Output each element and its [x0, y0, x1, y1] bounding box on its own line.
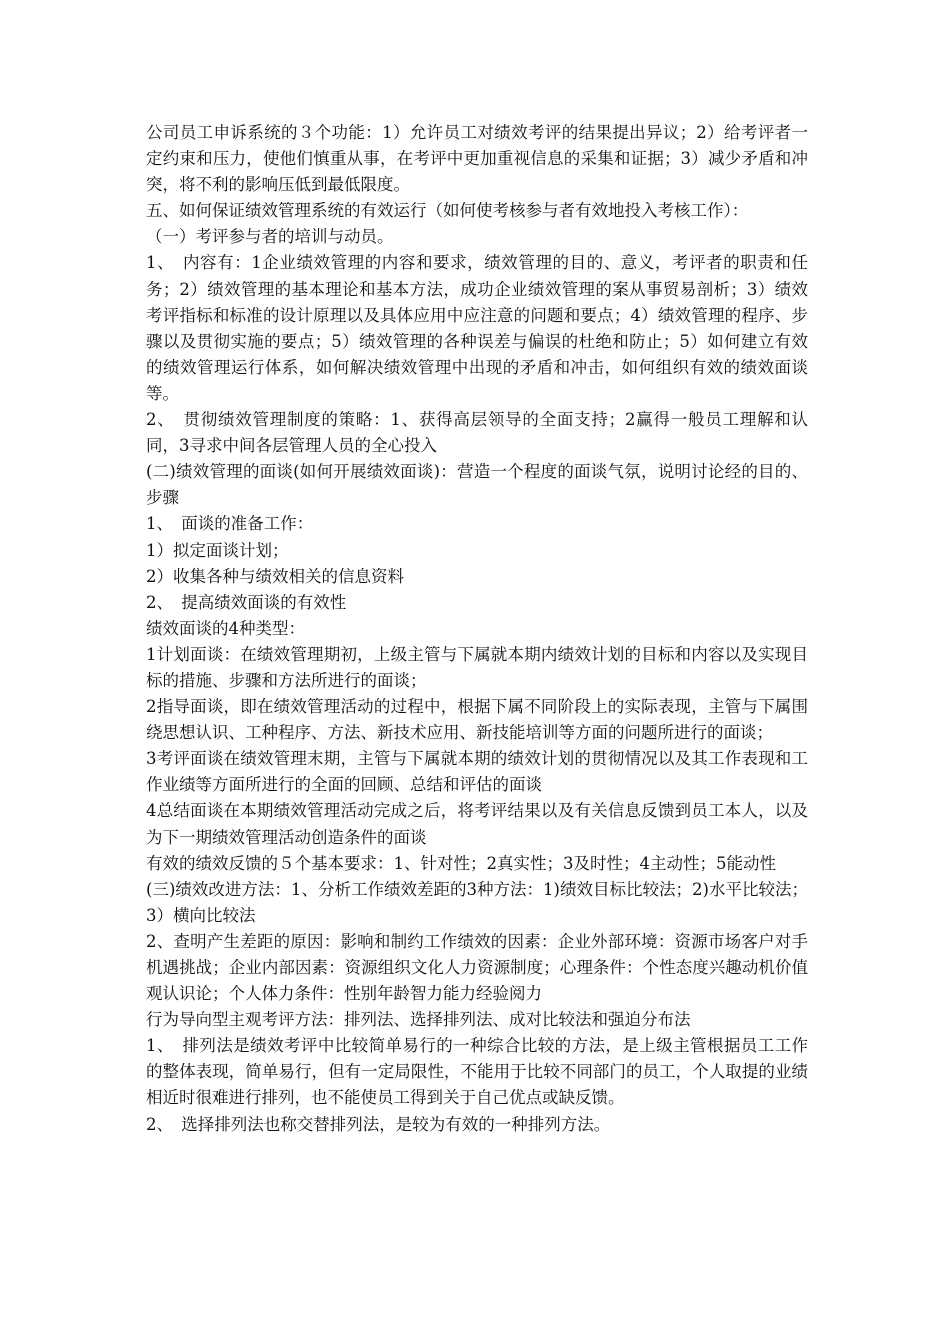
- list-item-collect-information: 2）收集各种与绩效相关的信息资料: [146, 566, 404, 586]
- paragraph-guidance-interview: 2指导面谈，即在绩效管理活动的过程中，根据下属不同阶段上的实际表现，主管与下属围绕思想认识、工种程序、方法、新技术应用、新技能培训等方面的问题所进行的面谈；: [146, 697, 808, 743]
- paragraph-plan-interview: 1计划面谈：在绩效管理期初，上级主管与下属就本期内绩效计划的目标和内容以及实现目标的措施、步骤和方法所进行的面谈；: [146, 644, 808, 690]
- paragraph-summary-interview: 4总结面谈在本期绩效管理活动完成之后，将考评结果以及有关信息反馈到员工本人，以及为下一期绩效管理活动创造条件的面谈: [146, 801, 808, 847]
- list-item-interview-effectiveness: 2、 提高绩效面谈的有效性: [146, 592, 347, 612]
- paragraph-training-content: 1、 内容有：1企业绩效管理的内容和要求，绩效管理的目的、意义，考评者的职责和任务；2）绩效管理的基本理论和基本方法，成功企业绩效管理的案从事贸易剖析；3）绩效考评指标和标准的设计原理以及具体应用中应注意的问题和要点；4）绩效管理的程序、步骤以及贯彻实施的要点；5）绩效管理的各种误差与偏误的杜绝和防止；5）如何建立有效的绩效管理运行体系，如何解决绩效管理中出现的矛盾和冲击，如何组织有效的绩效面谈等。: [146, 253, 808, 403]
- paragraph-gap-causes: 2、查明产生差距的原因：影响和制约工作绩效的因素：企业外部环境：资源市场客户对手机遇挑战；企业内部因素：资源组织文化人力资源制度；心理条件：个性态度兴趣动机价值观认识论；个人体力条件：性别年龄智力能力经验阅力: [146, 931, 808, 1004]
- paragraph-behavior-methods: 行为导向型主观考评方法：排列法、选择排列法、成对比较法和强迫分布法: [146, 1010, 691, 1030]
- paragraph-evaluation-interview: 3考评面谈在绩效管理末期，主管与下属就本期的绩效计划的贯彻情况以及其工作表现和工作业绩等方面所进行的全面的回顾、总结和评估的面谈: [146, 749, 808, 795]
- heading-subsection-training: （一）考评参与者的培训与动员。: [146, 227, 394, 247]
- paragraph-feedback-requirements: 有效的绩效反馈的５个基本要求：1、针对性；2真实性；3及时性；4主动性；5能动性: [146, 853, 776, 873]
- paragraph-alternation-ranking: 2、 选择排列法也称交替排列法，是较为有效的一种排列方法。: [146, 1114, 611, 1134]
- heading-interview-types: 绩效面谈的4种类型：: [146, 618, 305, 638]
- paragraph-ranking-method: 1、 排列法是绩效考评中比较简单易行的一种综合比较的方法，是上级主管根据员工工作的整体表现，简单易行，但有一定局限性，不能用于比较不同部门的员工，个人取提的业绩相近时很难进行排列，也不能使员工得到关于自己优点或缺反馈。: [146, 1036, 808, 1108]
- paragraph-implementation-strategy: 2、 贯彻绩效管理制度的策略：1、获得高层领导的全面支持；2赢得一般员工理解和认同，3寻求中间各层管理人员的全心投入: [146, 410, 808, 456]
- heading-subsection-interview: (二)绩效管理的面谈(如何开展绩效面谈)：营造一个程度的面谈气氛，说明讨论经的目的、步骤: [146, 462, 808, 508]
- list-item-interview-plan: 1）拟定面谈计划；: [146, 540, 289, 560]
- list-item-interview-preparation: 1、 面谈的准备工作：: [146, 514, 314, 534]
- heading-subsection-improvement: (三)绩效改进方法：1、分析工作绩效差距的3种方法：1)绩效目标比较法；2)水平比较法；3）横向比较法: [146, 879, 808, 925]
- document-body: [146, 120, 808, 1138]
- heading-section-five: 五、如何保证绩效管理系统的有效运行（如何使考核参与者有效地投入考核工作）：: [146, 201, 749, 221]
- paragraph-appeal-system-functions: 公司员工申诉系统的３个功能：1）允许员工对绩效考评的结果提出异议；2）给考评者一定约束和压力，使他们慎重从事，在考评中更加重视信息的采集和证据；3）减少矛盾和冲突，将不利的影响压低到最低限度。: [146, 123, 808, 195]
